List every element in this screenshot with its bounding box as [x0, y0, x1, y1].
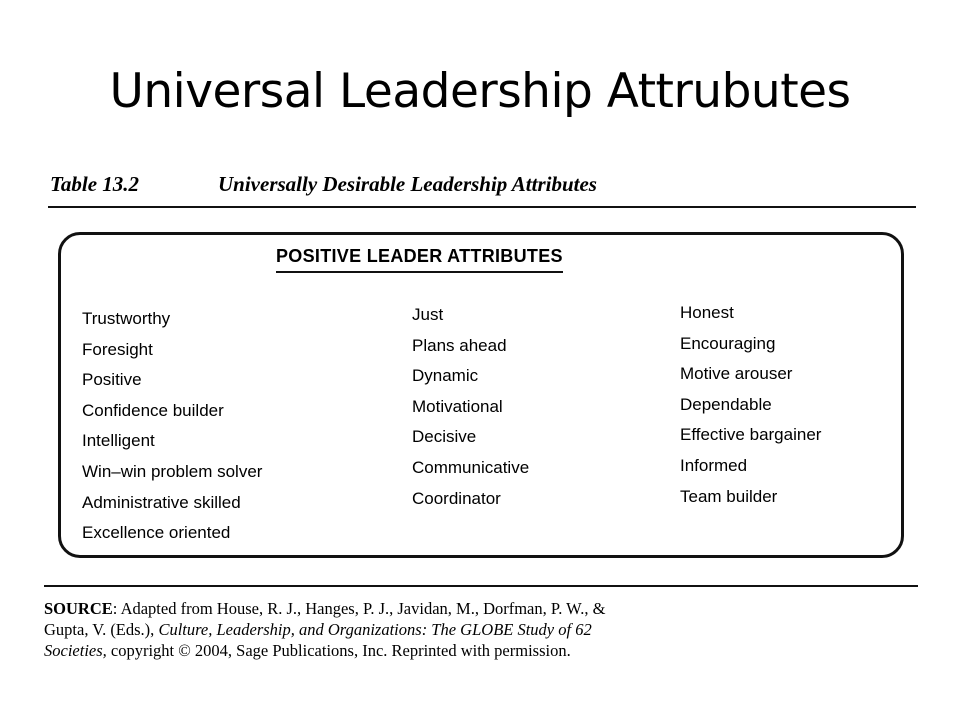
source-book-title: Culture, Leadership, and Organizations: The GLOBE Study of 62 — [158, 620, 592, 639]
attribute-item: Coordinator — [412, 488, 501, 508]
attribute-item: Dynamic — [412, 366, 479, 386]
source-text: Gupta, V. (Eds.), — [44, 620, 159, 639]
table-caption-text: Universally Desirable Leadership Attributes — [218, 172, 597, 196]
attribute-item: Team builder — [680, 486, 778, 506]
scanned-table-image — [40, 170, 920, 670]
attribute-item: Encouraging — [680, 333, 776, 353]
source-line-1 — [44, 598, 924, 619]
attribute-column-2 — [412, 300, 529, 514]
attribute-item: Win–win problem solver — [82, 461, 263, 481]
slide-title: Universal Leadership Attrubutes — [109, 64, 851, 119]
source-text: copyright © 2004, Sage Publications, Inc. Reprinted with permission. — [106, 641, 571, 660]
attribute-item: Dependable — [680, 394, 772, 414]
attribute-item: Effective bargainer — [680, 425, 822, 445]
attribute-item: Confidence builder — [82, 400, 224, 420]
attribute-item: Foresight — [82, 339, 153, 359]
source-book-title: Societies, — [44, 641, 107, 660]
attribute-item: Decisive — [412, 427, 477, 447]
attribute-item: Informed — [680, 455, 748, 475]
top-rule — [48, 206, 916, 208]
source-text: : Adapted from House, R. J., Hanges, P. J., Javidan, M., Dorfman, P. W., & — [112, 599, 606, 618]
attribute-item: Just — [412, 305, 444, 324]
bottom-rule — [44, 585, 918, 587]
table-caption — [50, 172, 597, 197]
source-citation — [44, 598, 924, 661]
attribute-item: Excellence oriented — [82, 523, 231, 543]
table-number: Table 13.2 — [50, 172, 140, 196]
attribute-item: Positive — [82, 370, 142, 390]
attribute-item: Motive arouser — [680, 364, 793, 384]
attribute-column-1 — [82, 304, 262, 549]
attribute-item: Intelligent — [82, 431, 155, 451]
attribute-item: Motivational — [412, 396, 503, 416]
attribute-item: Communicative — [412, 457, 530, 477]
box-heading: POSITIVE LEADER ATTRIBUTES — [276, 246, 563, 273]
attribute-item: Plans ahead — [412, 335, 507, 355]
attribute-column-3 — [680, 298, 821, 512]
attribute-item: Trustworthy — [82, 309, 171, 328]
source-line-3 — [44, 640, 924, 661]
attribute-item: Honest — [680, 303, 734, 322]
attribute-item: Administrative skilled — [82, 492, 241, 512]
source-label: SOURCE — [44, 599, 113, 618]
source-line-2 — [44, 619, 924, 640]
